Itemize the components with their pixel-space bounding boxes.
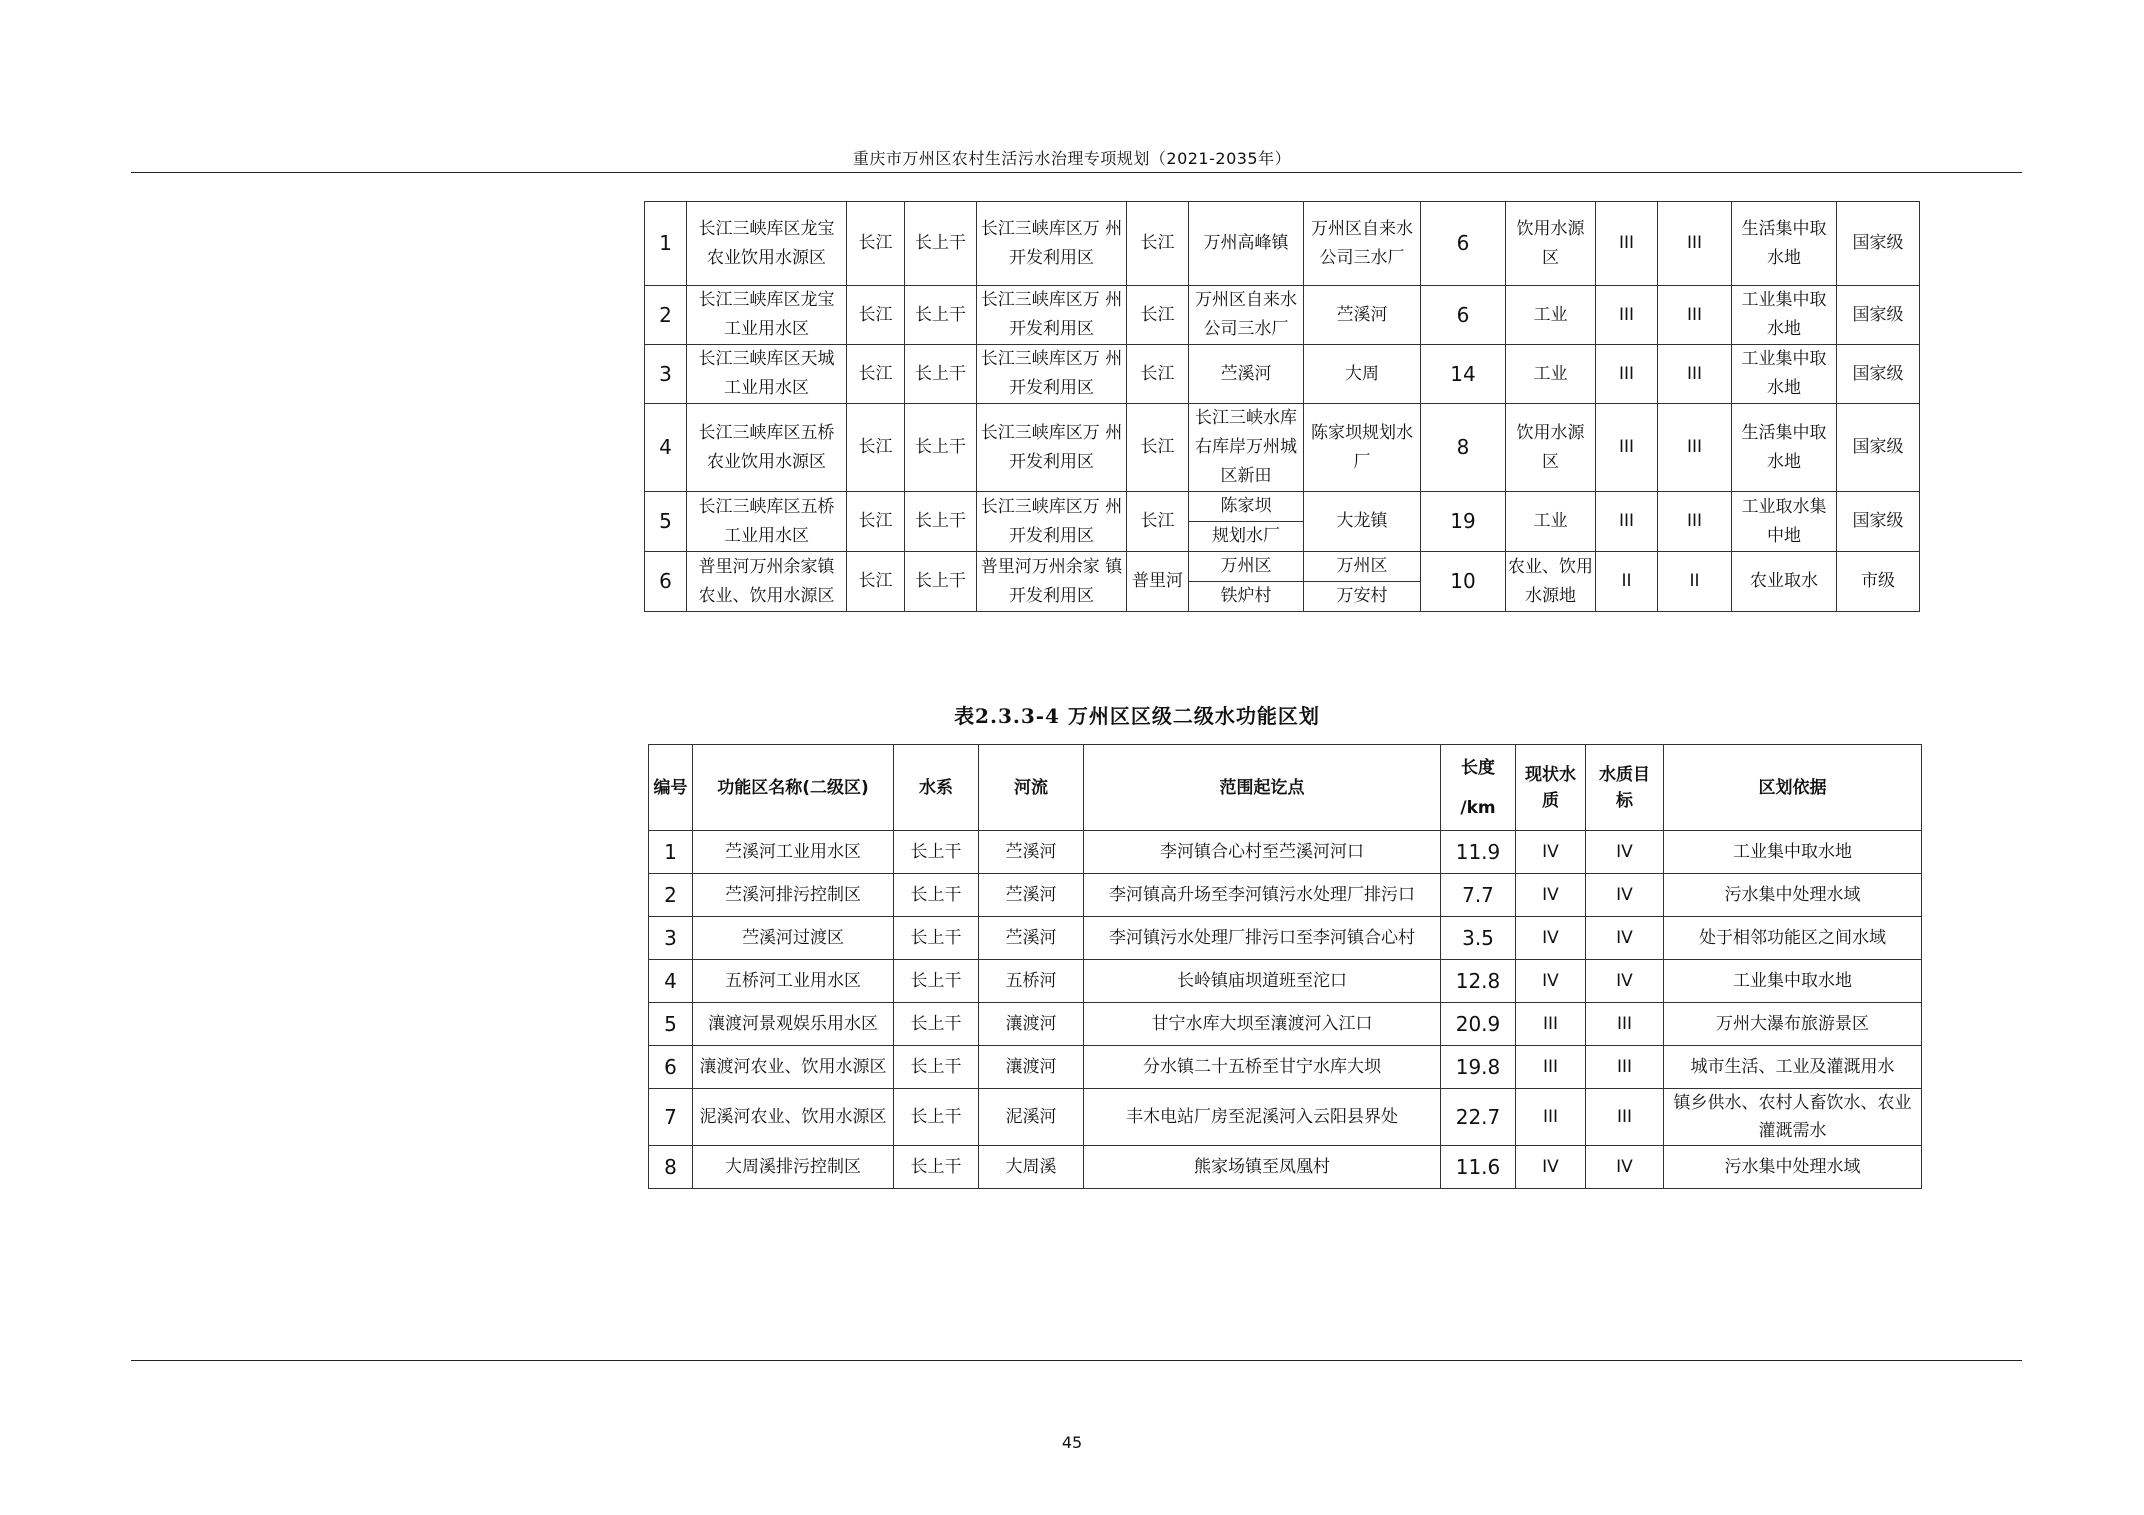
row-number: 2	[645, 286, 687, 345]
col-header-no: 编号	[649, 745, 693, 831]
first-level-zone: 长江三峡库区万 州开发利用区	[977, 404, 1127, 492]
header-rule	[131, 172, 2022, 173]
table-row	[645, 492, 1920, 522]
length: 14	[1421, 345, 1506, 404]
zone-name: 苎溪河过渡区	[693, 917, 894, 960]
table-row	[649, 874, 1922, 917]
function: 农业、饮用 水源地	[1506, 552, 1596, 612]
current-quality: III	[1596, 345, 1658, 404]
first-level-river: 长江	[1127, 492, 1189, 552]
table-row	[649, 1089, 1922, 1146]
row-number: 6	[645, 552, 687, 612]
current-quality: III	[1516, 1003, 1586, 1046]
row-number: 4	[649, 960, 693, 1003]
zone-name: 泥溪河农业、饮用水源区	[693, 1089, 894, 1146]
zone-name: 苎溪河工业用水区	[693, 831, 894, 874]
basis: 生活集中取 水地	[1732, 404, 1837, 492]
river: 五桥河	[979, 960, 1084, 1003]
table-row	[649, 831, 1922, 874]
target-quality: IV	[1586, 831, 1664, 874]
zone-name: 长江三峡库区五桥 农业饮用水源区	[687, 404, 847, 492]
zone-name: 长江三峡库区龙宝 农业饮用水源区	[687, 202, 847, 286]
row-number: 6	[649, 1046, 693, 1089]
range-start: 万州高峰镇	[1189, 202, 1304, 286]
col-header-length	[1441, 745, 1516, 831]
target-quality: III	[1586, 1003, 1664, 1046]
length: 6	[1421, 202, 1506, 286]
water-system: 长江	[847, 202, 905, 286]
river: 长上干	[905, 202, 977, 286]
basis: 城市生活、工业及灌溉用水	[1664, 1046, 1922, 1089]
water-system: 长上干	[894, 874, 979, 917]
first-level-river: 长江	[1127, 202, 1189, 286]
col-header-length-line1: 长度	[1461, 757, 1495, 778]
first-level-zone: 长江三峡库区万 州开发利用区	[977, 492, 1127, 552]
range-end: 陈家坝规划水 厂	[1304, 404, 1421, 492]
range-start: 铁炉村	[1189, 582, 1304, 612]
zone-name: 五桥河工业用水区	[693, 960, 894, 1003]
page-header-title: 重庆市万州区农村生活污水治理专项规划（2021-2035年）	[852, 149, 1292, 168]
range-start: 万州区	[1189, 552, 1304, 582]
length: 11.6	[1441, 1146, 1516, 1189]
water-system: 长上干	[894, 1003, 979, 1046]
col-header-river: 河流	[979, 745, 1084, 831]
target-quality: II	[1658, 552, 1732, 612]
water-system: 长上干	[894, 1046, 979, 1089]
river: 长上干	[905, 345, 977, 404]
first-level-zone: 长江三峡库区万 州开发利用区	[977, 286, 1127, 345]
river: 苎溪河	[979, 831, 1084, 874]
range-start: 万州区自来水 公司三水厂	[1189, 286, 1304, 345]
row-number: 5	[645, 492, 687, 552]
target-quality: III	[1586, 1046, 1664, 1089]
zone-name: 长江三峡库区五桥 工业用水区	[687, 492, 847, 552]
first-level-river: 长江	[1127, 286, 1189, 345]
function: 饮用水源 区	[1506, 202, 1596, 286]
table-row	[645, 286, 1920, 345]
row-number: 4	[645, 404, 687, 492]
water-system: 长上干	[894, 831, 979, 874]
first-level-zone: 长江三峡库区万 州开发利用区	[977, 345, 1127, 404]
table-header-row	[649, 745, 1922, 831]
range-end: 万安村	[1304, 582, 1421, 612]
range: 李河镇污水处理厂排污口至李河镇合心村	[1084, 917, 1441, 960]
current-quality: IV	[1516, 1146, 1586, 1189]
level: 市级	[1837, 552, 1920, 612]
target-quality: III	[1658, 404, 1732, 492]
river: 长上干	[905, 492, 977, 552]
water-system: 长上干	[894, 1146, 979, 1189]
range-start: 长江三峡水库 右库岸万州城 区新田	[1189, 404, 1304, 492]
river: 瀼渡河	[979, 1003, 1084, 1046]
col-header-basis: 区划依据	[1664, 745, 1922, 831]
target-quality: III	[1658, 492, 1732, 552]
target-quality: IV	[1586, 874, 1664, 917]
river: 大周溪	[979, 1146, 1084, 1189]
water-system: 长江	[847, 345, 905, 404]
target-quality: IV	[1586, 960, 1664, 1003]
water-system: 长江	[847, 404, 905, 492]
range: 丰木电站厂房至泥溪河入云阳县界处	[1084, 1089, 1441, 1146]
target-quality: IV	[1586, 1146, 1664, 1189]
length: 19.8	[1441, 1046, 1516, 1089]
level: 国家级	[1837, 404, 1920, 492]
range-end: 万州区	[1304, 552, 1421, 582]
table-row	[645, 202, 1920, 286]
row-number: 3	[649, 917, 693, 960]
length: 20.9	[1441, 1003, 1516, 1046]
first-level-zoning-table	[644, 201, 1920, 612]
current-quality: III	[1596, 286, 1658, 345]
length: 11.9	[1441, 831, 1516, 874]
current-quality: III	[1596, 404, 1658, 492]
level: 国家级	[1837, 202, 1920, 286]
first-level-river: 长江	[1127, 345, 1189, 404]
current-quality: IV	[1516, 960, 1586, 1003]
row-number: 2	[649, 874, 693, 917]
basis: 处于相邻功能区之间水域	[1664, 917, 1922, 960]
length: 8	[1421, 404, 1506, 492]
river: 长上干	[905, 552, 977, 612]
river: 泥溪河	[979, 1089, 1084, 1146]
level: 国家级	[1837, 345, 1920, 404]
basis: 工业集中取 水地	[1732, 345, 1837, 404]
basis: 工业集中取水地	[1664, 960, 1922, 1003]
target-quality: IV	[1586, 917, 1664, 960]
col-header-status: 现状水 质	[1516, 745, 1586, 831]
target-quality: III	[1658, 286, 1732, 345]
current-quality: III	[1516, 1046, 1586, 1089]
table-row	[645, 552, 1920, 582]
zone-name: 瀼渡河农业、饮用水源区	[693, 1046, 894, 1089]
col-header-target: 水质目 标	[1586, 745, 1664, 831]
zone-name: 普里河万州余家镇 农业、饮用水源区	[687, 552, 847, 612]
second-level-zoning-table	[648, 744, 1922, 1189]
range-end: 苎溪河	[1304, 286, 1421, 345]
row-number: 8	[649, 1146, 693, 1189]
table-row	[645, 404, 1920, 492]
first-level-river: 普里河	[1127, 552, 1189, 612]
length: 7.7	[1441, 874, 1516, 917]
range-start: 陈家坝	[1189, 492, 1304, 522]
water-system: 长上干	[894, 917, 979, 960]
table-row	[649, 1003, 1922, 1046]
range: 分水镇二十五桥至甘宁水库大坝	[1084, 1046, 1441, 1089]
current-quality: IV	[1516, 917, 1586, 960]
target-quality: III	[1658, 345, 1732, 404]
page-number: 45	[1061, 1433, 1083, 1452]
row-number: 1	[645, 202, 687, 286]
basis: 工业集中取 水地	[1732, 286, 1837, 345]
range-end: 万州区自来水 公司三水厂	[1304, 202, 1421, 286]
range-end: 大龙镇	[1304, 492, 1421, 552]
row-number: 5	[649, 1003, 693, 1046]
row-number: 1	[649, 831, 693, 874]
range: 李河镇高升场至李河镇污水处理厂排污口	[1084, 874, 1441, 917]
length: 12.8	[1441, 960, 1516, 1003]
current-quality: III	[1596, 492, 1658, 552]
range-start: 苎溪河	[1189, 345, 1304, 404]
water-system: 长上干	[894, 960, 979, 1003]
first-level-zone: 普里河万州余家 镇开发利用区	[977, 552, 1127, 612]
footer-rule	[131, 1360, 2022, 1361]
basis: 农业取水	[1732, 552, 1837, 612]
length: 19	[1421, 492, 1506, 552]
level: 国家级	[1837, 286, 1920, 345]
function: 工业	[1506, 345, 1596, 404]
length: 22.7	[1441, 1089, 1516, 1146]
level: 国家级	[1837, 492, 1920, 552]
river: 长上干	[905, 404, 977, 492]
current-quality: III	[1516, 1089, 1586, 1146]
col-header-system: 水系	[894, 745, 979, 831]
function: 工业	[1506, 492, 1596, 552]
range-end: 大周	[1304, 345, 1421, 404]
basis: 镇乡供水、农村人畜饮水、农业灌溉需水	[1664, 1089, 1922, 1146]
range: 长岭镇庙坝道班至沱口	[1084, 960, 1441, 1003]
first-level-river: 长江	[1127, 404, 1189, 492]
current-quality: III	[1596, 202, 1658, 286]
river: 瀼渡河	[979, 1046, 1084, 1089]
current-quality: IV	[1516, 874, 1586, 917]
river: 苎溪河	[979, 874, 1084, 917]
function: 饮用水源 区	[1506, 404, 1596, 492]
basis: 污水集中处理水域	[1664, 874, 1922, 917]
basis: 生活集中取 水地	[1732, 202, 1837, 286]
table-row	[649, 917, 1922, 960]
length: 3.5	[1441, 917, 1516, 960]
zone-name: 长江三峡库区龙宝 工业用水区	[687, 286, 847, 345]
basis: 万州大瀑布旅游景区	[1664, 1003, 1922, 1046]
range: 李河镇合心村至苎溪河河口	[1084, 831, 1441, 874]
col-header-range: 范围起讫点	[1084, 745, 1441, 831]
current-quality: II	[1596, 552, 1658, 612]
row-number: 3	[645, 345, 687, 404]
zone-name: 瀼渡河景观娱乐用水区	[693, 1003, 894, 1046]
table-title: 表2.3.3-4 万州区区级二级水功能区划	[954, 704, 1320, 728]
basis: 污水集中处理水域	[1664, 1146, 1922, 1189]
water-system: 长江	[847, 492, 905, 552]
table-row	[649, 960, 1922, 1003]
range-start: 规划水厂	[1189, 522, 1304, 552]
water-system: 长江	[847, 286, 905, 345]
water-system: 长上干	[894, 1089, 979, 1146]
row-number: 7	[649, 1089, 693, 1146]
zone-name: 苎溪河排污控制区	[693, 874, 894, 917]
river: 苎溪河	[979, 917, 1084, 960]
col-header-name: 功能区名称(二级区)	[693, 745, 894, 831]
range: 熊家场镇至凤凰村	[1084, 1146, 1441, 1189]
target-quality: III	[1658, 202, 1732, 286]
table-row	[649, 1046, 1922, 1089]
zone-name: 大周溪排污控制区	[693, 1146, 894, 1189]
river: 长上干	[905, 286, 977, 345]
col-header-length-unit: /km	[1460, 797, 1496, 818]
table-row	[649, 1146, 1922, 1189]
length: 10	[1421, 552, 1506, 612]
zone-name: 长江三峡库区天城 工业用水区	[687, 345, 847, 404]
current-quality: IV	[1516, 831, 1586, 874]
range: 甘宁水库大坝至瀼渡河入江口	[1084, 1003, 1441, 1046]
table-row	[645, 345, 1920, 404]
water-system: 长江	[847, 552, 905, 612]
first-level-zone: 长江三峡库区万 州开发利用区	[977, 202, 1127, 286]
basis: 工业集中取水地	[1664, 831, 1922, 874]
length: 6	[1421, 286, 1506, 345]
function: 工业	[1506, 286, 1596, 345]
target-quality: III	[1586, 1089, 1664, 1146]
basis: 工业取水集 中地	[1732, 492, 1837, 552]
